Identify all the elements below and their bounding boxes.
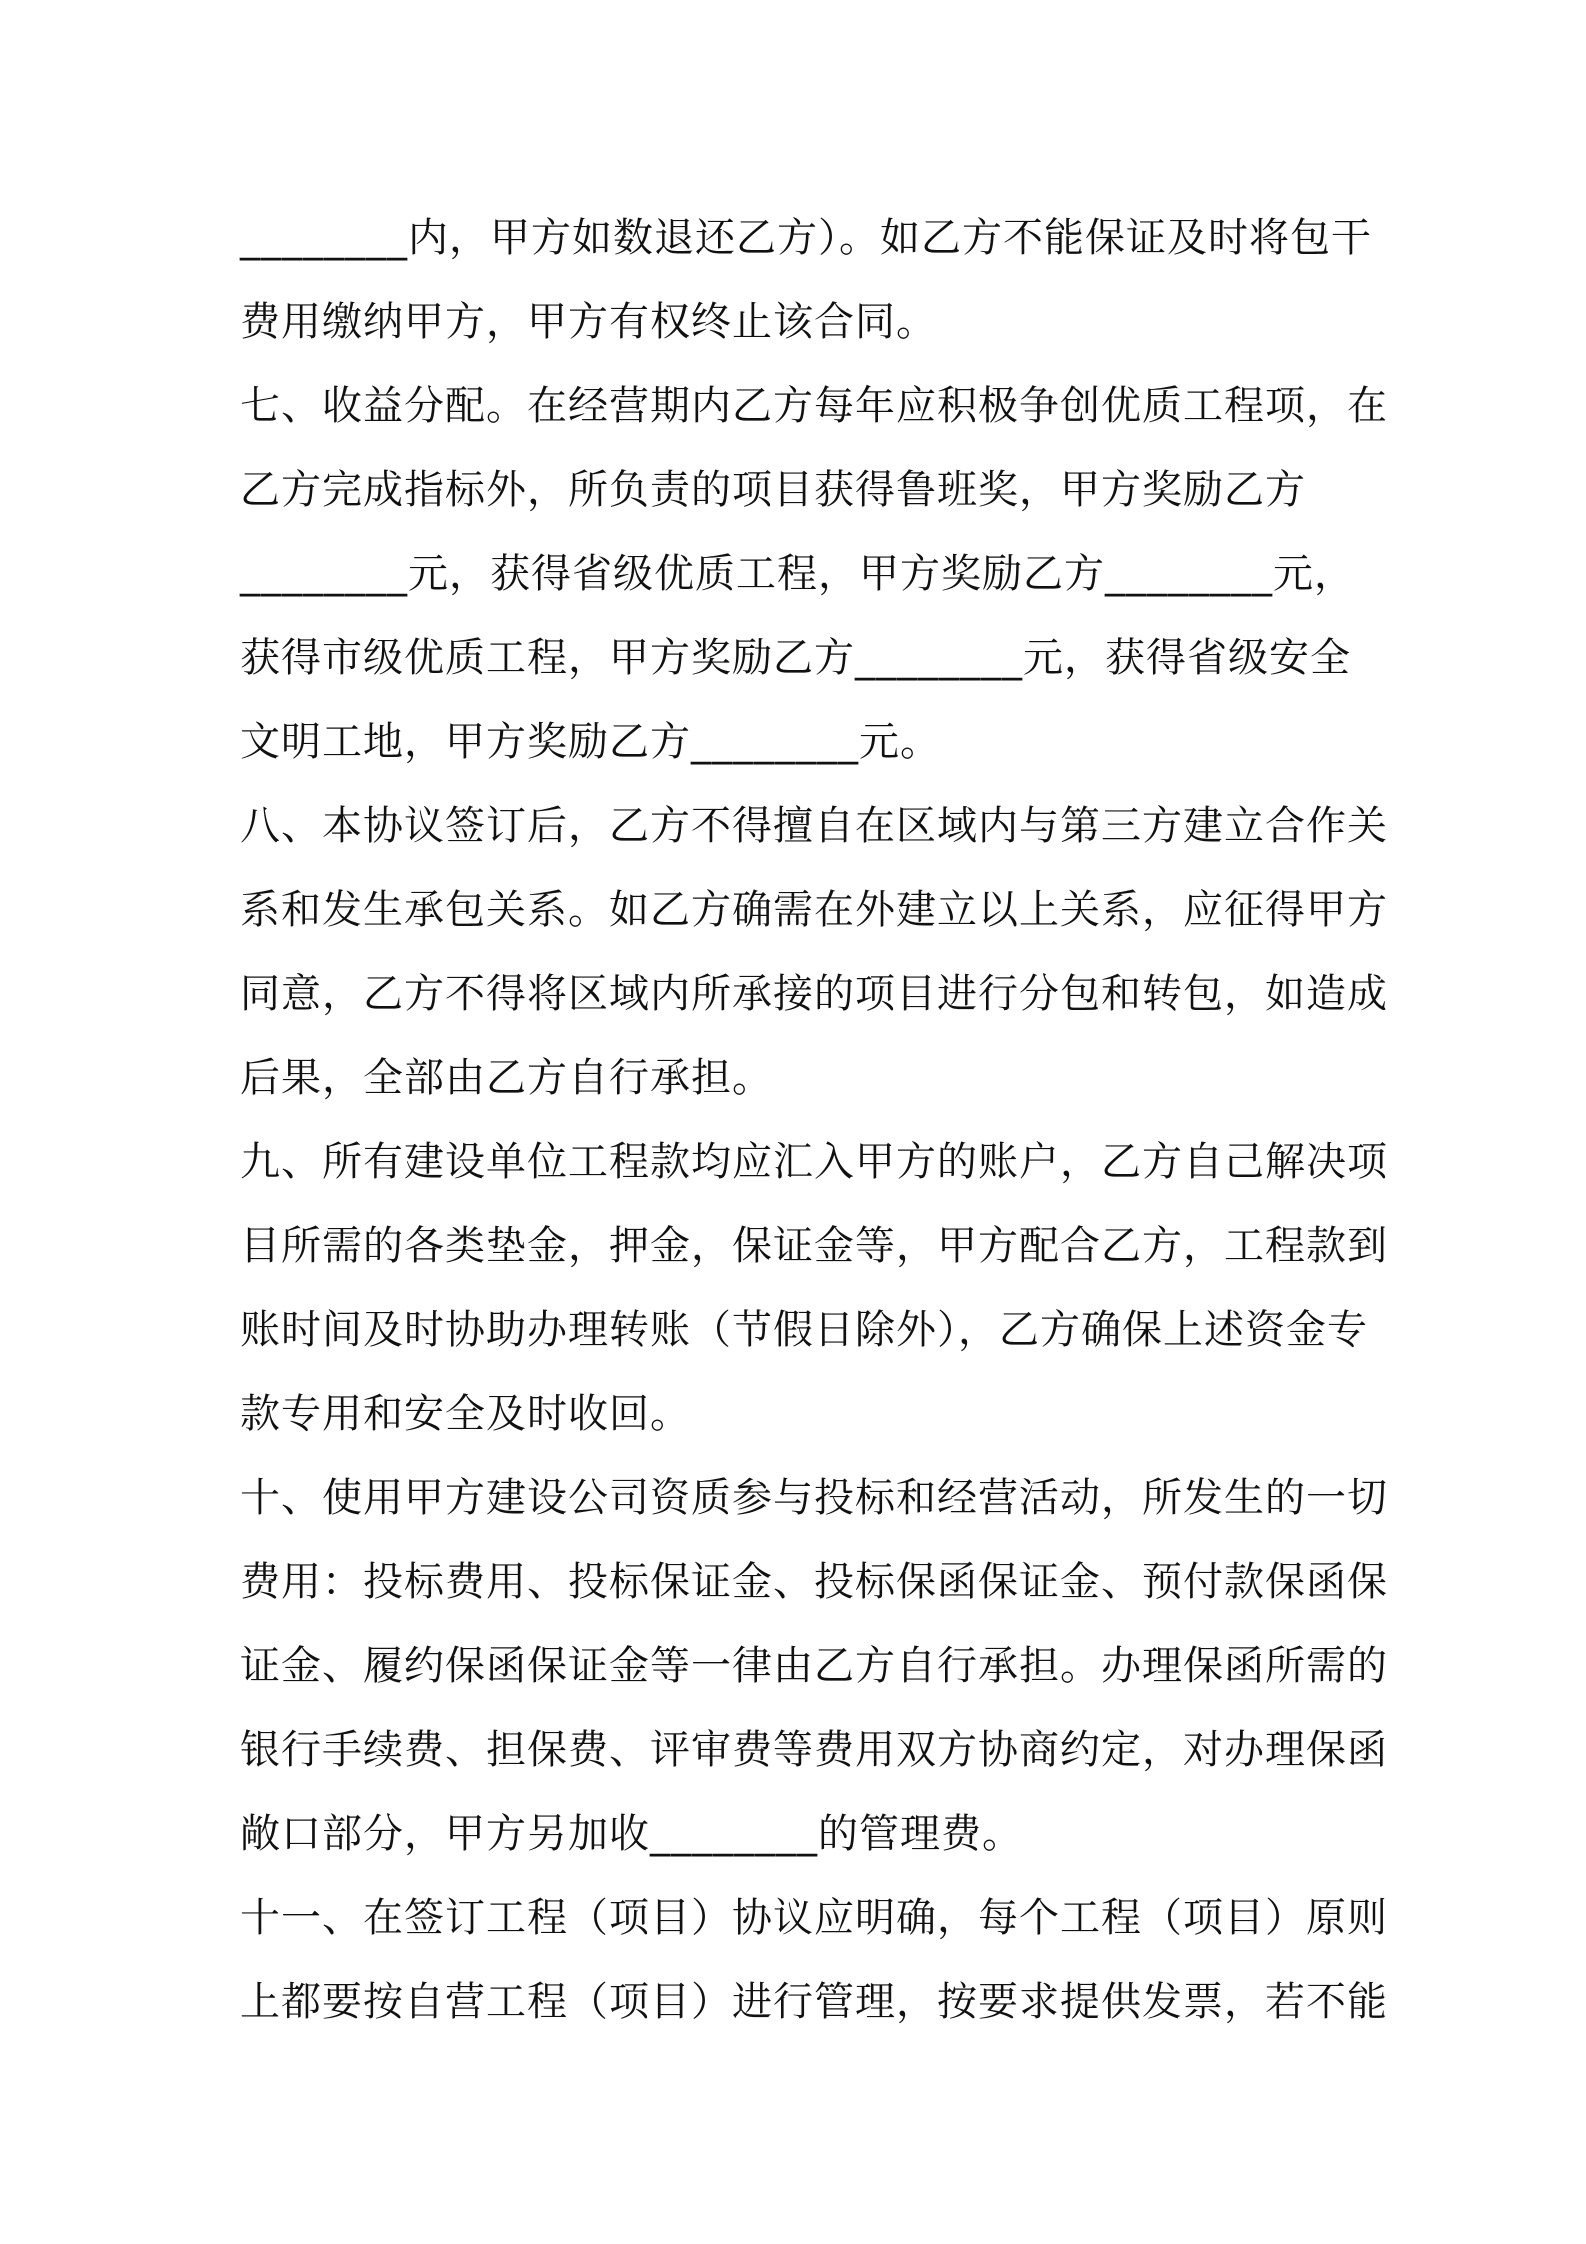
text-line: 目所需的各类垫金，押金，保证金等，甲方配合乙方，工程款到 — [240, 1223, 1388, 1269]
text-line: 银行手续费、担保费、评审费等费用双方协商约定，对办理保函 — [240, 1727, 1388, 1773]
text-line: 七、收益分配。在经营期内乙方每年应积极争创优质工程项，在 — [240, 383, 1388, 429]
text-line: 乙方完成指标外，所负责的项目获得鲁班奖，甲方奖励乙方 — [240, 467, 1306, 513]
text-line: 系和发生承包关系。如乙方确需在外建立以上关系，应征得甲方 — [240, 887, 1388, 933]
text-line: 八、本协议签订后，乙方不得擅自在区域内与第三方建立合作关 — [240, 803, 1388, 849]
text-line: 十、使用甲方建设公司资质参与投标和经营活动，所发生的一切 — [240, 1475, 1388, 1521]
text-line: 后果，全部由乙方自行承担。 — [240, 1055, 773, 1101]
text-line: 款专用和安全及时收回。 — [240, 1391, 691, 1437]
text-line: 证金、履约保函保证金等一律由乙方自行承担。办理保函所需的 — [240, 1643, 1388, 1689]
text-line: 费用缴纳甲方，甲方有权终止该合同。 — [240, 299, 937, 345]
text-line: 九、所有建设单位工程款均应汇入甲方的账户，乙方自己解决项 — [240, 1139, 1388, 1185]
text-line: 十一、在签订工程（项目）协议应明确，每个工程（项目）原则 — [240, 1895, 1388, 1941]
text-line: 上都要按自营工程（项目）进行管理，按要求提供发票，若不能 — [240, 1979, 1388, 2025]
document-body — [240, 196, 1388, 2044]
text-line: 敞口部分，甲方另加收________的管理费。 — [240, 1811, 1023, 1857]
text-line: ________元，获得省级优质工程，甲方奖励乙方________元， — [240, 551, 1355, 597]
text-line: 账时间及时协助办理转账（节假日除外），乙方确保上述资金专 — [240, 1307, 1368, 1353]
text-line: 获得市级优质工程，甲方奖励乙方________元，获得省级安全 — [240, 635, 1351, 681]
text-line: 同意，乙方不得将区域内所承接的项目进行分包和转包，如造成 — [240, 971, 1388, 1017]
text-line: 费用：投标费用、投标保证金、投标保函保证金、预付款保函保 — [240, 1559, 1388, 1605]
text-line: ________内，甲方如数退还乙方）。如乙方不能保证及时将包干 — [240, 215, 1372, 261]
text-line: 文明工地，甲方奖励乙方________元。 — [240, 719, 941, 765]
